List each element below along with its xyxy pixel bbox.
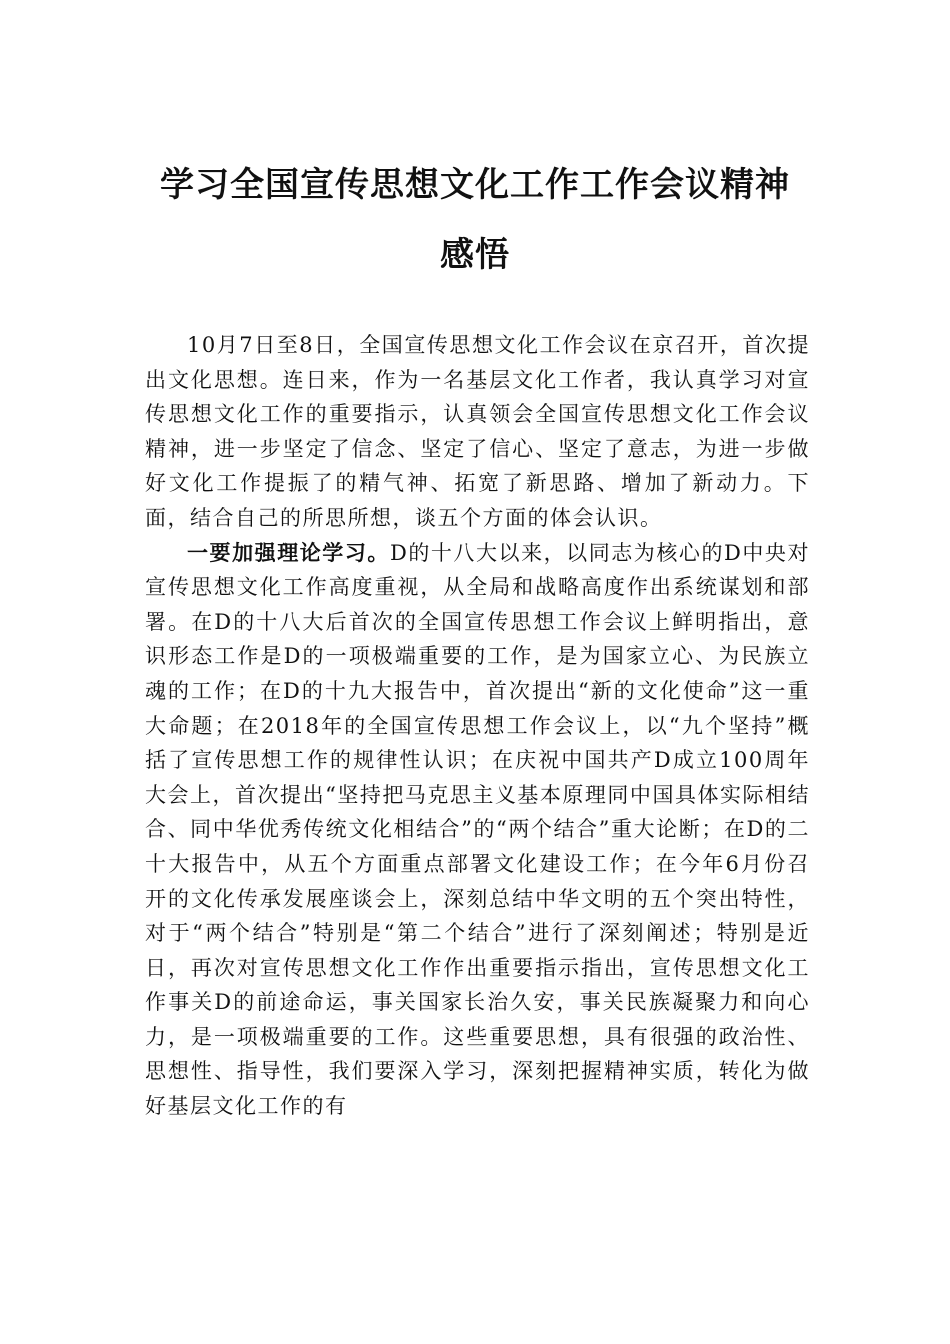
- paragraph-intro: [145, 328, 810, 536]
- paragraph-intro-text: 10月7日至8日，全国宣传思想文化工作会议在京召开，首次提出文化思想。连日来，作为一名基层文化工作者，我认真学习对宣传思想文化工作的重要指示，认真领会全国宣传思想文化工作会议精神，进一步坚定了信念、坚定了信心、坚定了意志，为进一步做好文化工作提振了的精气神、拓宽了新思路、增加了新动力。下面，结合自己的所思所想，谈五个方面的体会认识。: [145, 333, 810, 530]
- document-title-line1: 学习全国宣传思想文化工作工作会议精神: [160, 165, 790, 205]
- paragraph-theory-study-heading: 一要加强理论学习。: [187, 539, 390, 565]
- paragraph-theory-study-text: D的十八大以来，以同志为核心的D中央对宣传思想文化工作高度重视，从全局和战略高度作出系统谋划和部署。在D的十八大后首次的全国宣传思想工作会议上鲜明指出，意识形态工作是D的一项极端重要的工作，是为国家立心、为民族立魂的工作；在D的十九大报告中，首次提出“新的文化使命”这一重大命题；在2018年的全国宣传思想工作会议上，以“九个坚持”概括了宣传思想工作的规律性认识；在庆祝中国共产D成立100周年大会上，首次提出“坚持把马克思主义基本原理同中国具体实际相结合、同中华优秀传统文化相结合”的“两个结合”重大论断；在D的二十大报告中，从五个方面重点部署文化建设工作；在今年6月份召开的文化传承发展座谈会上，深刻总结中华文明的五个突出特性，对于“两个结合”特别是“第二个结合”进行了深刻阐述；特别是近日，再次对宣传思想文化工作作出重要指示指出，宣传思想文化工作事关D的前途命运，事关国家长治久安，事关民族凝聚力和向心力，是一项极端重要的工作。这些重要思想，具有很强的政治性、思想性、指导性，我们要深入学习，深刻把握精神实质，转化为做好基层文化工作的有: [145, 540, 810, 1119]
- paragraph-theory-study: [145, 536, 810, 1124]
- document-body: [145, 328, 810, 1124]
- document-title-line2: 感悟: [440, 235, 510, 275]
